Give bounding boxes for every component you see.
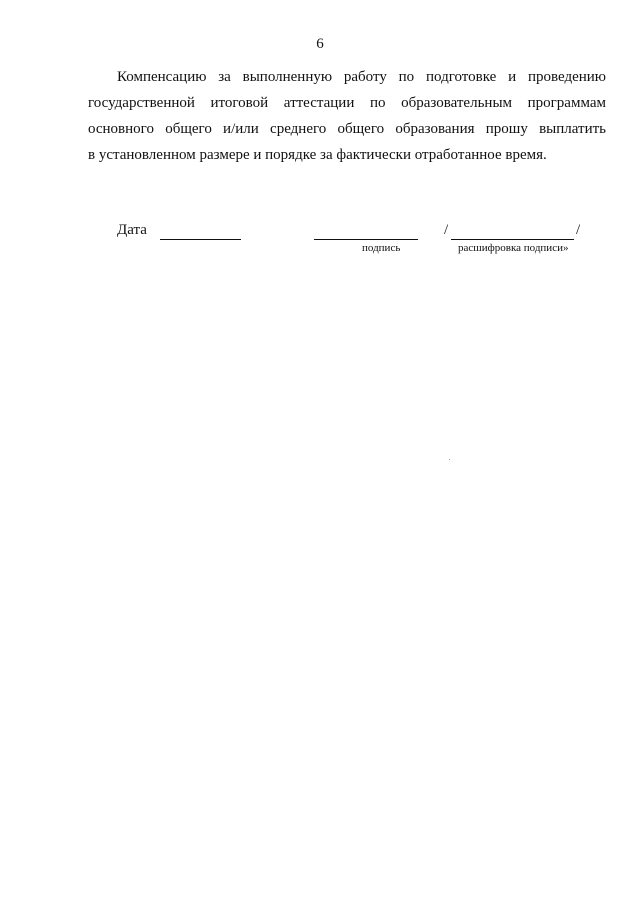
signature-caption: подпись	[362, 242, 401, 254]
paragraph-line: государственной итоговой аттестации по образовательным программам	[88, 95, 606, 111]
decoding-slash-open: /	[444, 222, 449, 238]
page-number: 6	[316, 36, 324, 52]
paragraph-line: основного общего и/или среднего общего образования прошу выплатить	[88, 121, 606, 137]
paragraph-line: в установленном размере и порядке за фактически отработанное время.	[88, 147, 547, 163]
decoding-slash-close: /	[576, 222, 581, 238]
paragraph-line: Компенсацию за выполненную работу по подготовке и проведению	[117, 69, 606, 85]
decoding-blank-line	[451, 239, 574, 240]
signature-blank-line	[314, 239, 418, 240]
signature-block	[0, 222, 640, 262]
decoding-caption: расшифровка подписи»	[458, 242, 569, 254]
scan-speck	[449, 459, 450, 460]
date-label: Дата	[117, 222, 147, 238]
compensation-request-paragraph	[88, 64, 606, 168]
date-blank-line	[160, 239, 241, 240]
